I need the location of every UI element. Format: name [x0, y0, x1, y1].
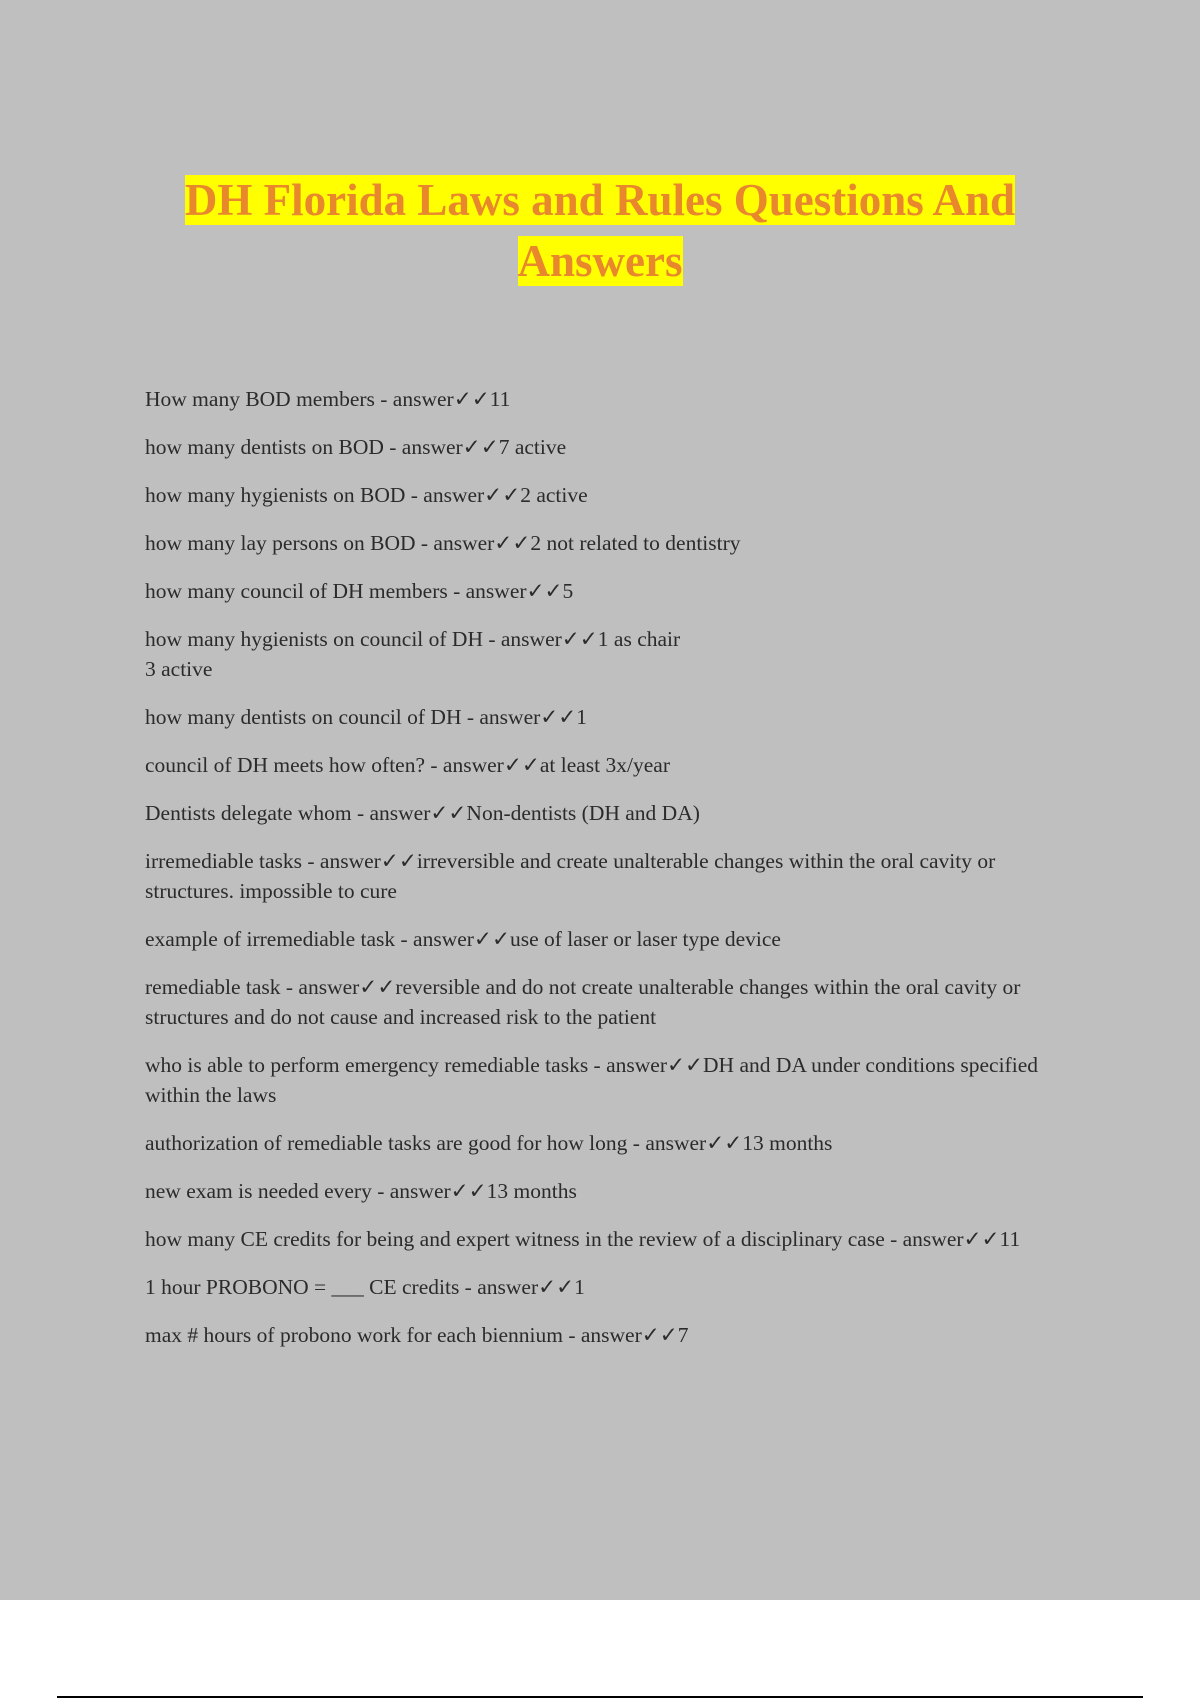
qa-text: how many dentists on BOD - answer✓✓7 active	[145, 435, 567, 459]
qa-item	[145, 576, 1085, 606]
qa-text: remediable task - answer✓✓reversible and do not create unalterable changes within the oral cavity or structures and do not cause and increased risk to the patient	[145, 975, 1021, 1029]
document-title	[100, 170, 1100, 292]
qa-item	[145, 528, 1085, 558]
qa-item	[145, 384, 1085, 414]
qa-text: how many council of DH members - answer✓✓5	[145, 579, 574, 603]
title-block	[100, 170, 1100, 292]
qa-item	[145, 702, 1085, 732]
qa-text: authorization of remediable tasks are good for how long - answer✓✓13 months	[145, 1131, 833, 1155]
qa-text: new exam is needed every - answer✓✓13 months	[145, 1179, 577, 1203]
qa-item	[145, 972, 1085, 1032]
qa-text-continued: 3 active	[145, 657, 213, 681]
qa-text: irremediable tasks - answer✓✓irreversible and create unalterable changes within the oral cavity or structures. impossible to cure	[145, 849, 996, 903]
qa-item	[145, 480, 1085, 510]
qa-text: How many BOD members - answer✓✓11	[145, 387, 511, 411]
qa-item	[145, 1224, 1085, 1254]
qa-item	[145, 846, 1085, 906]
qa-item	[145, 798, 1085, 828]
qa-text: max # hours of probono work for each biennium - answer✓✓7	[145, 1323, 689, 1347]
qa-item	[145, 1272, 1085, 1302]
qa-item	[145, 624, 1085, 684]
qa-text: council of DH meets how often? - answer✓✓at least 3x/year	[145, 753, 670, 777]
qa-text: how many CE credits for being and expert witness in the review of a disciplinary case - answer✓✓11	[145, 1227, 1021, 1251]
qa-text: how many dentists on council of DH - answer✓✓1	[145, 705, 588, 729]
qa-item	[145, 750, 1085, 780]
qa-item	[145, 1128, 1085, 1158]
qa-item	[145, 1176, 1085, 1206]
qa-item	[145, 1050, 1085, 1110]
qa-text: how many hygienists on council of DH - answer✓✓1 as chair	[145, 627, 681, 651]
qa-text: how many lay persons on BOD - answer✓✓2 not related to dentistry	[145, 531, 741, 555]
qa-list	[145, 384, 1085, 1368]
qa-text: example of irremediable task - answer✓✓use of laser or laser type device	[145, 927, 781, 951]
qa-text: 1 hour PROBONO = ___ CE credits - answer✓✓1	[145, 1275, 585, 1299]
qa-item	[145, 924, 1085, 954]
qa-text: Dentists delegate whom - answer✓✓Non-dentists (DH and DA)	[145, 801, 700, 825]
qa-text: who is able to perform emergency remediable tasks - answer✓✓DH and DA under conditions specified within the laws	[145, 1053, 1038, 1107]
qa-item	[145, 432, 1085, 462]
document-title-text: DH Florida Laws and Rules Questions And Answers	[184, 175, 1016, 286]
qa-item	[145, 1320, 1085, 1350]
qa-text: how many hygienists on BOD - answer✓✓2 active	[145, 483, 588, 507]
page-divider	[57, 1696, 1143, 1698]
